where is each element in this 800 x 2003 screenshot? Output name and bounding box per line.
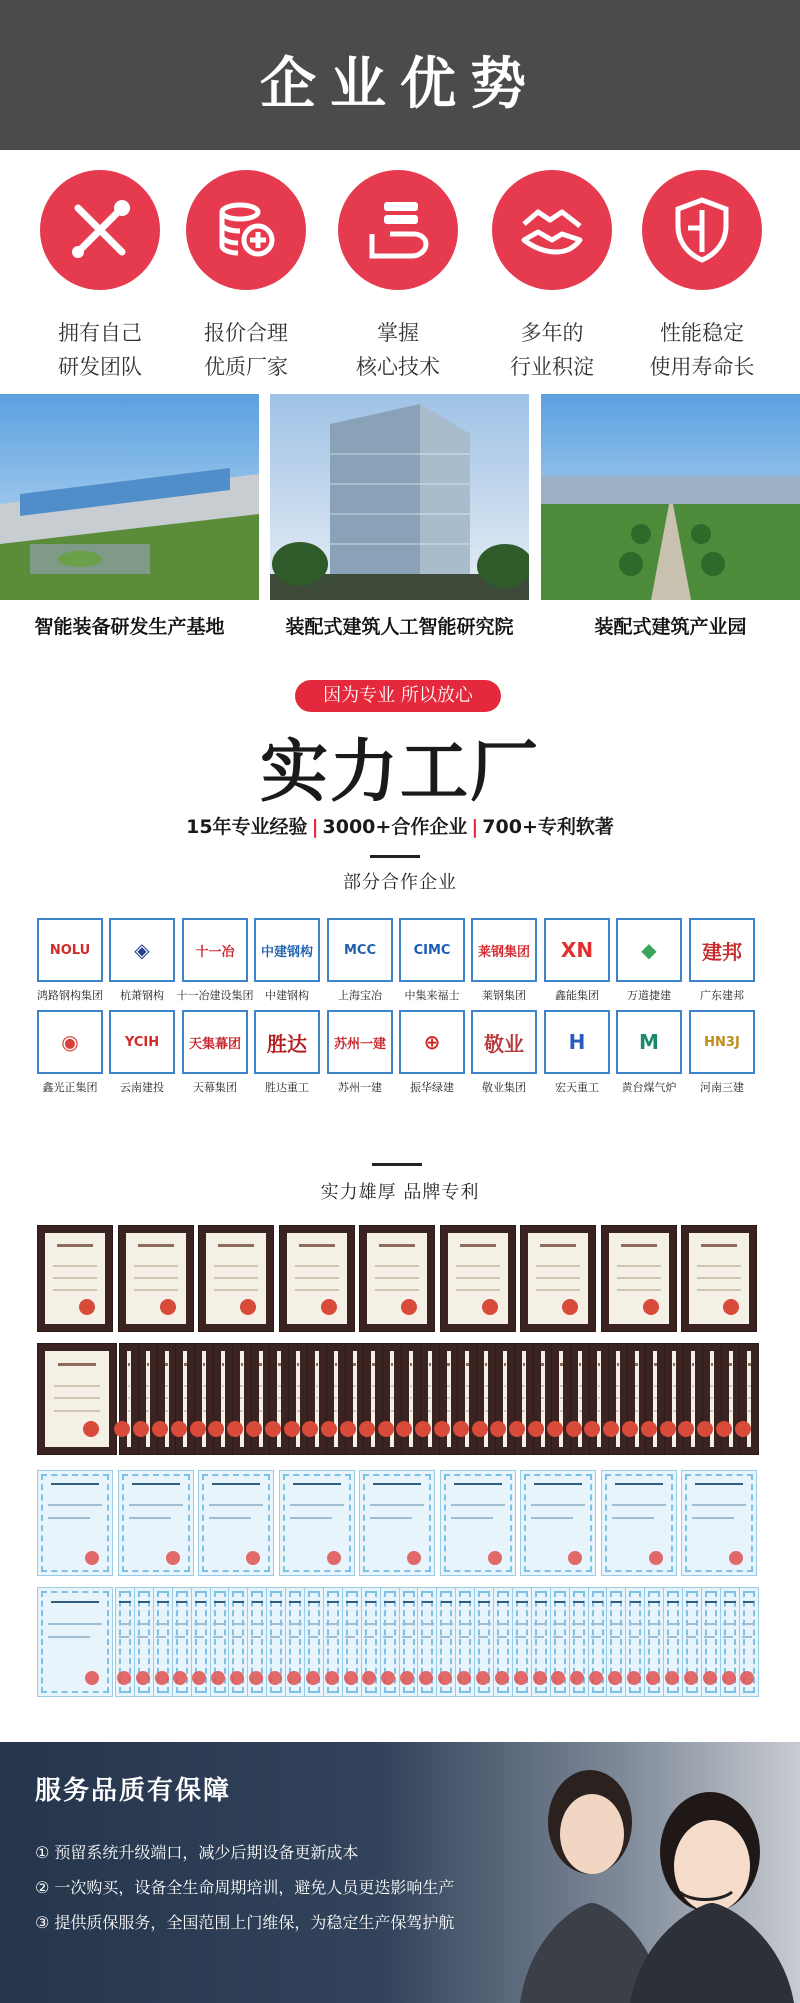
software-certificate [512,1587,532,1697]
partner-logo [399,1010,465,1074]
software-certificate [436,1587,456,1697]
partner-logo [109,1010,175,1074]
partner-logo-item [327,918,393,1003]
partner-logo-item [37,1010,103,1095]
patent-certificate [251,1343,271,1455]
page-title: 企业优势 [260,52,540,117]
photo-caption: 智能装备研发生产基地 [34,616,225,638]
patent-certificate [457,1343,477,1455]
stats-line [0,812,800,839]
software-certificate [531,1587,551,1697]
software-certificate [644,1587,664,1697]
advantage-label: 拥有自己 [58,321,142,345]
patent-certificate [533,1343,553,1455]
software-certificate [115,1587,135,1697]
partner-logo [182,1010,248,1074]
partner-logo-item [616,1010,682,1095]
partner-logo [327,1010,393,1074]
service-item: ② 一次购买，设备全生命周期培训，避免人员更迭影响生产 [35,1878,455,1897]
software-certificate [601,1470,677,1576]
stat-separator: | [471,816,479,838]
advantage-item [622,170,782,384]
software-certificate [247,1587,267,1697]
partner-logo [327,918,393,982]
software-certificate [118,1470,194,1576]
software-certificate [304,1587,324,1697]
patent-certificate [440,1225,516,1332]
patent-certificate [175,1343,195,1455]
partner-name: 云南建投 [120,1081,164,1094]
divider [370,855,420,858]
stat-separator: | [311,816,319,838]
partner-logo [689,918,755,982]
partner-logo [254,918,320,982]
software-certificate [550,1587,570,1697]
patent-certificate [138,1343,158,1455]
partner-logo-mark: 敬业 [484,1031,524,1056]
partner-logo-mark: 中建钢构 [260,944,313,960]
partner-name: 振华绿建 [410,1081,454,1094]
patent-certificate [401,1343,421,1455]
partner-logo-mark: XN [560,938,594,962]
partner-logo-item [399,1010,465,1095]
partner-logo-item [471,1010,537,1095]
advantage-label: 行业积淀 [510,355,594,379]
advantage-label: 使用寿命长 [649,355,755,379]
partner-logo [471,918,537,982]
patent-certificate [664,1343,684,1455]
patent-certificate [476,1343,496,1455]
partner-name: 鑫光正集团 [42,1081,98,1094]
partner-logo [254,1010,320,1074]
software-certificate [37,1470,113,1576]
partner-logo [37,1010,103,1074]
partner-name: 杭萧钢构 [120,989,164,1002]
patent-certificate [608,1343,628,1455]
patent-certificate [37,1343,117,1455]
partner-name: 中集来福士 [404,989,460,1002]
coins-plus-icon [186,170,306,290]
patent-certificate [570,1343,590,1455]
software-certificate [474,1587,494,1697]
advantage-item [20,170,180,384]
photo-research-institute [270,394,529,600]
service-banner [0,1742,800,2003]
service-title: 服务品质有保障 [35,1776,232,1806]
advantage-label: 多年的 [520,321,584,345]
software-certificate [588,1587,608,1697]
divider [372,1163,422,1166]
partner-logo-mark: H [568,1030,586,1054]
software-certificate [520,1470,596,1576]
partner-name: 苏州一建 [338,1081,382,1094]
header-banner [0,0,800,150]
software-certificate [663,1587,683,1697]
patent-certificate [627,1343,647,1455]
partner-name: 鸿路钢构集团 [37,989,103,1002]
partner-logo [37,918,103,982]
partner-logo-item [689,918,755,1003]
photo-industrial-park [541,394,800,600]
patent-certificate [420,1343,440,1455]
partner-name: 广东建邦 [700,989,744,1002]
advantage-item [318,170,478,384]
software-certificate [455,1587,475,1697]
patent-certificate [119,1343,139,1455]
advantage-label: 研发团队 [58,355,142,379]
software-certificate [606,1587,626,1697]
stat-partners: 3000+合作企业 [322,816,468,838]
software-certificate [285,1587,305,1697]
patents-title: 实力雄厚 品牌专利 [320,1182,480,1203]
software-certificate [493,1587,513,1697]
patent-certificate [702,1343,722,1455]
software-certificate [380,1587,400,1697]
patent-certificate [326,1343,346,1455]
software-certificate [172,1587,192,1697]
advantage-label: 报价合理 [204,321,288,345]
partner-logo-mark: ◈ [134,938,150,962]
software-certificate [228,1587,248,1697]
partner-logo-mark: ◆ [641,938,657,962]
partner-name: 黄台煤气炉 [621,1081,677,1094]
software-certificate [399,1587,419,1697]
partner-logo [399,918,465,982]
partner-logo-item [544,918,610,1003]
partner-logo-mark: ⊕ [423,1030,441,1054]
partner-logo-item [544,1010,610,1095]
patent-certificate [739,1343,759,1455]
advantage-label: 性能稳定 [660,321,744,345]
partner-name: 鑫能集团 [555,989,599,1002]
partner-logo-mark: ◉ [61,1030,79,1054]
software-certificate [701,1587,721,1697]
patent-certificate [520,1225,596,1332]
software-certificate [37,1587,113,1697]
software-certificate [210,1587,230,1697]
patent-certificate [213,1343,233,1455]
partner-logo-item [254,1010,320,1095]
software-certificate [625,1587,645,1697]
patent-certificate [232,1343,252,1455]
partner-logo-mark: NOLU [49,942,91,958]
partner-logo [616,918,682,982]
patent-certificate [514,1343,534,1455]
partner-name: 宏天重工 [555,1081,599,1094]
software-certificate [198,1470,274,1576]
software-certificate [720,1587,740,1697]
advantage-label: 核心技术 [356,355,440,379]
patent-certificate [683,1343,703,1455]
partner-logo-mark: HN3J [704,1034,740,1050]
partner-logo-mark: CIMC [413,942,451,958]
partner-logo-mark: M [639,1030,659,1054]
partner-logo-mark: 十一冶 [195,944,235,960]
partner-logo-item [689,1010,755,1095]
partner-name: 中建钢构 [265,989,309,1002]
shield-icon [642,170,762,290]
software-certificate [682,1587,702,1697]
patent-certificate [721,1343,741,1455]
software-certificate [342,1587,362,1697]
slogan-badge: 因为专业 所以放心 [295,680,501,712]
photo-caption: 装配式建筑人工智能研究院 [285,616,514,638]
partners-title: 部分合作企业 [343,872,457,893]
partner-logo-mark: 莱钢集团 [477,944,530,960]
support-agent-image [500,1742,800,2003]
patent-certificate [198,1225,274,1332]
partner-logo [182,918,248,982]
advantage-item [472,170,632,384]
patent-certificate [288,1343,308,1455]
partner-logo-item [37,918,103,1003]
advantages-row [0,170,800,380]
partner-name: 敬业集团 [482,1081,526,1094]
partner-logo-mark: YCIH [124,1034,160,1050]
stat-patents: 700+专利软著 [482,816,614,838]
software-certificate [417,1587,437,1697]
partner-name: 十一冶建设集团 [176,989,254,1002]
partner-logo [616,1010,682,1074]
patent-certificate [307,1343,327,1455]
partner-logo-item [254,918,320,1003]
patent-certificate [37,1225,113,1332]
software-certificate [739,1587,759,1697]
software-certificate [153,1587,173,1697]
software-certificate [359,1470,435,1576]
advantage-label: 掌握 [377,321,419,345]
advantage-label: 优质厂家 [204,355,288,379]
software-certificate [279,1470,355,1576]
patent-certificate [601,1225,677,1332]
photo-production-base [0,394,259,600]
partner-logo [544,1010,610,1074]
server-hand-icon [338,170,458,290]
patent-certificate [551,1343,571,1455]
patent-certificate [681,1225,757,1332]
patent-certificate [118,1225,194,1332]
partner-name: 莱钢集团 [482,989,526,1002]
patent-certificate [495,1343,515,1455]
software-certificate [569,1587,589,1697]
partner-logo-item [109,918,175,1003]
patent-certificate [359,1225,435,1332]
software-certificate [681,1470,757,1576]
service-item: ① 预留系统升级端口，减少后期设备更新成本 [35,1843,359,1862]
partner-logo-mark: 苏州一建 [333,1036,386,1052]
partner-name: 上海宝冶 [338,989,382,1002]
partner-logo-item [399,918,465,1003]
handshake-icon [492,170,612,290]
software-certificate [266,1587,286,1697]
patent-certificate [589,1343,609,1455]
partner-logo [471,1010,537,1074]
partner-logo-item [182,1010,248,1095]
software-certificate [440,1470,516,1576]
patent-certificate [194,1343,214,1455]
patent-certificate [439,1343,459,1455]
partner-logo-item [176,918,254,1003]
tools-icon [40,170,160,290]
partner-name: 天幕集团 [193,1081,237,1094]
patent-certificate [345,1343,365,1455]
partner-logo-mark: 胜达 [267,1031,307,1056]
advantage-item [166,170,326,384]
partner-logo-item [471,918,537,1003]
service-item: ③ 提供质保服务，全国范围上门维保，为稳定生产保驾护航 [35,1913,455,1932]
section-title: 实力工厂 [259,733,540,812]
partner-logo-mark: MCC [343,942,377,958]
partner-logo-mark: 建邦 [702,939,742,964]
partner-logo-mark: 天集幕团 [188,1036,241,1052]
patent-certificate [363,1343,383,1455]
partner-logo-item [327,1010,393,1095]
partner-logo [109,918,175,982]
software-certificate [191,1587,211,1697]
photo-caption: 装配式建筑产业园 [594,616,747,638]
partner-logo-item [616,918,682,1003]
patent-certificate [645,1343,665,1455]
partner-logo [544,918,610,982]
patent-certificate [279,1225,355,1332]
software-certificate [134,1587,154,1697]
patent-certificate [382,1343,402,1455]
software-certificate [361,1587,381,1697]
partner-name: 河南三建 [700,1081,744,1094]
software-certificate [323,1587,343,1697]
partner-name: 万道捷建 [627,989,671,1002]
partner-logo [689,1010,755,1074]
partner-name: 胜达重工 [265,1081,309,1094]
patent-certificate [157,1343,177,1455]
patent-certificate [269,1343,289,1455]
certificate-wall [37,1225,760,1725]
stat-experience: 15年专业经验 [186,816,308,838]
partner-logo-item [109,1010,175,1095]
